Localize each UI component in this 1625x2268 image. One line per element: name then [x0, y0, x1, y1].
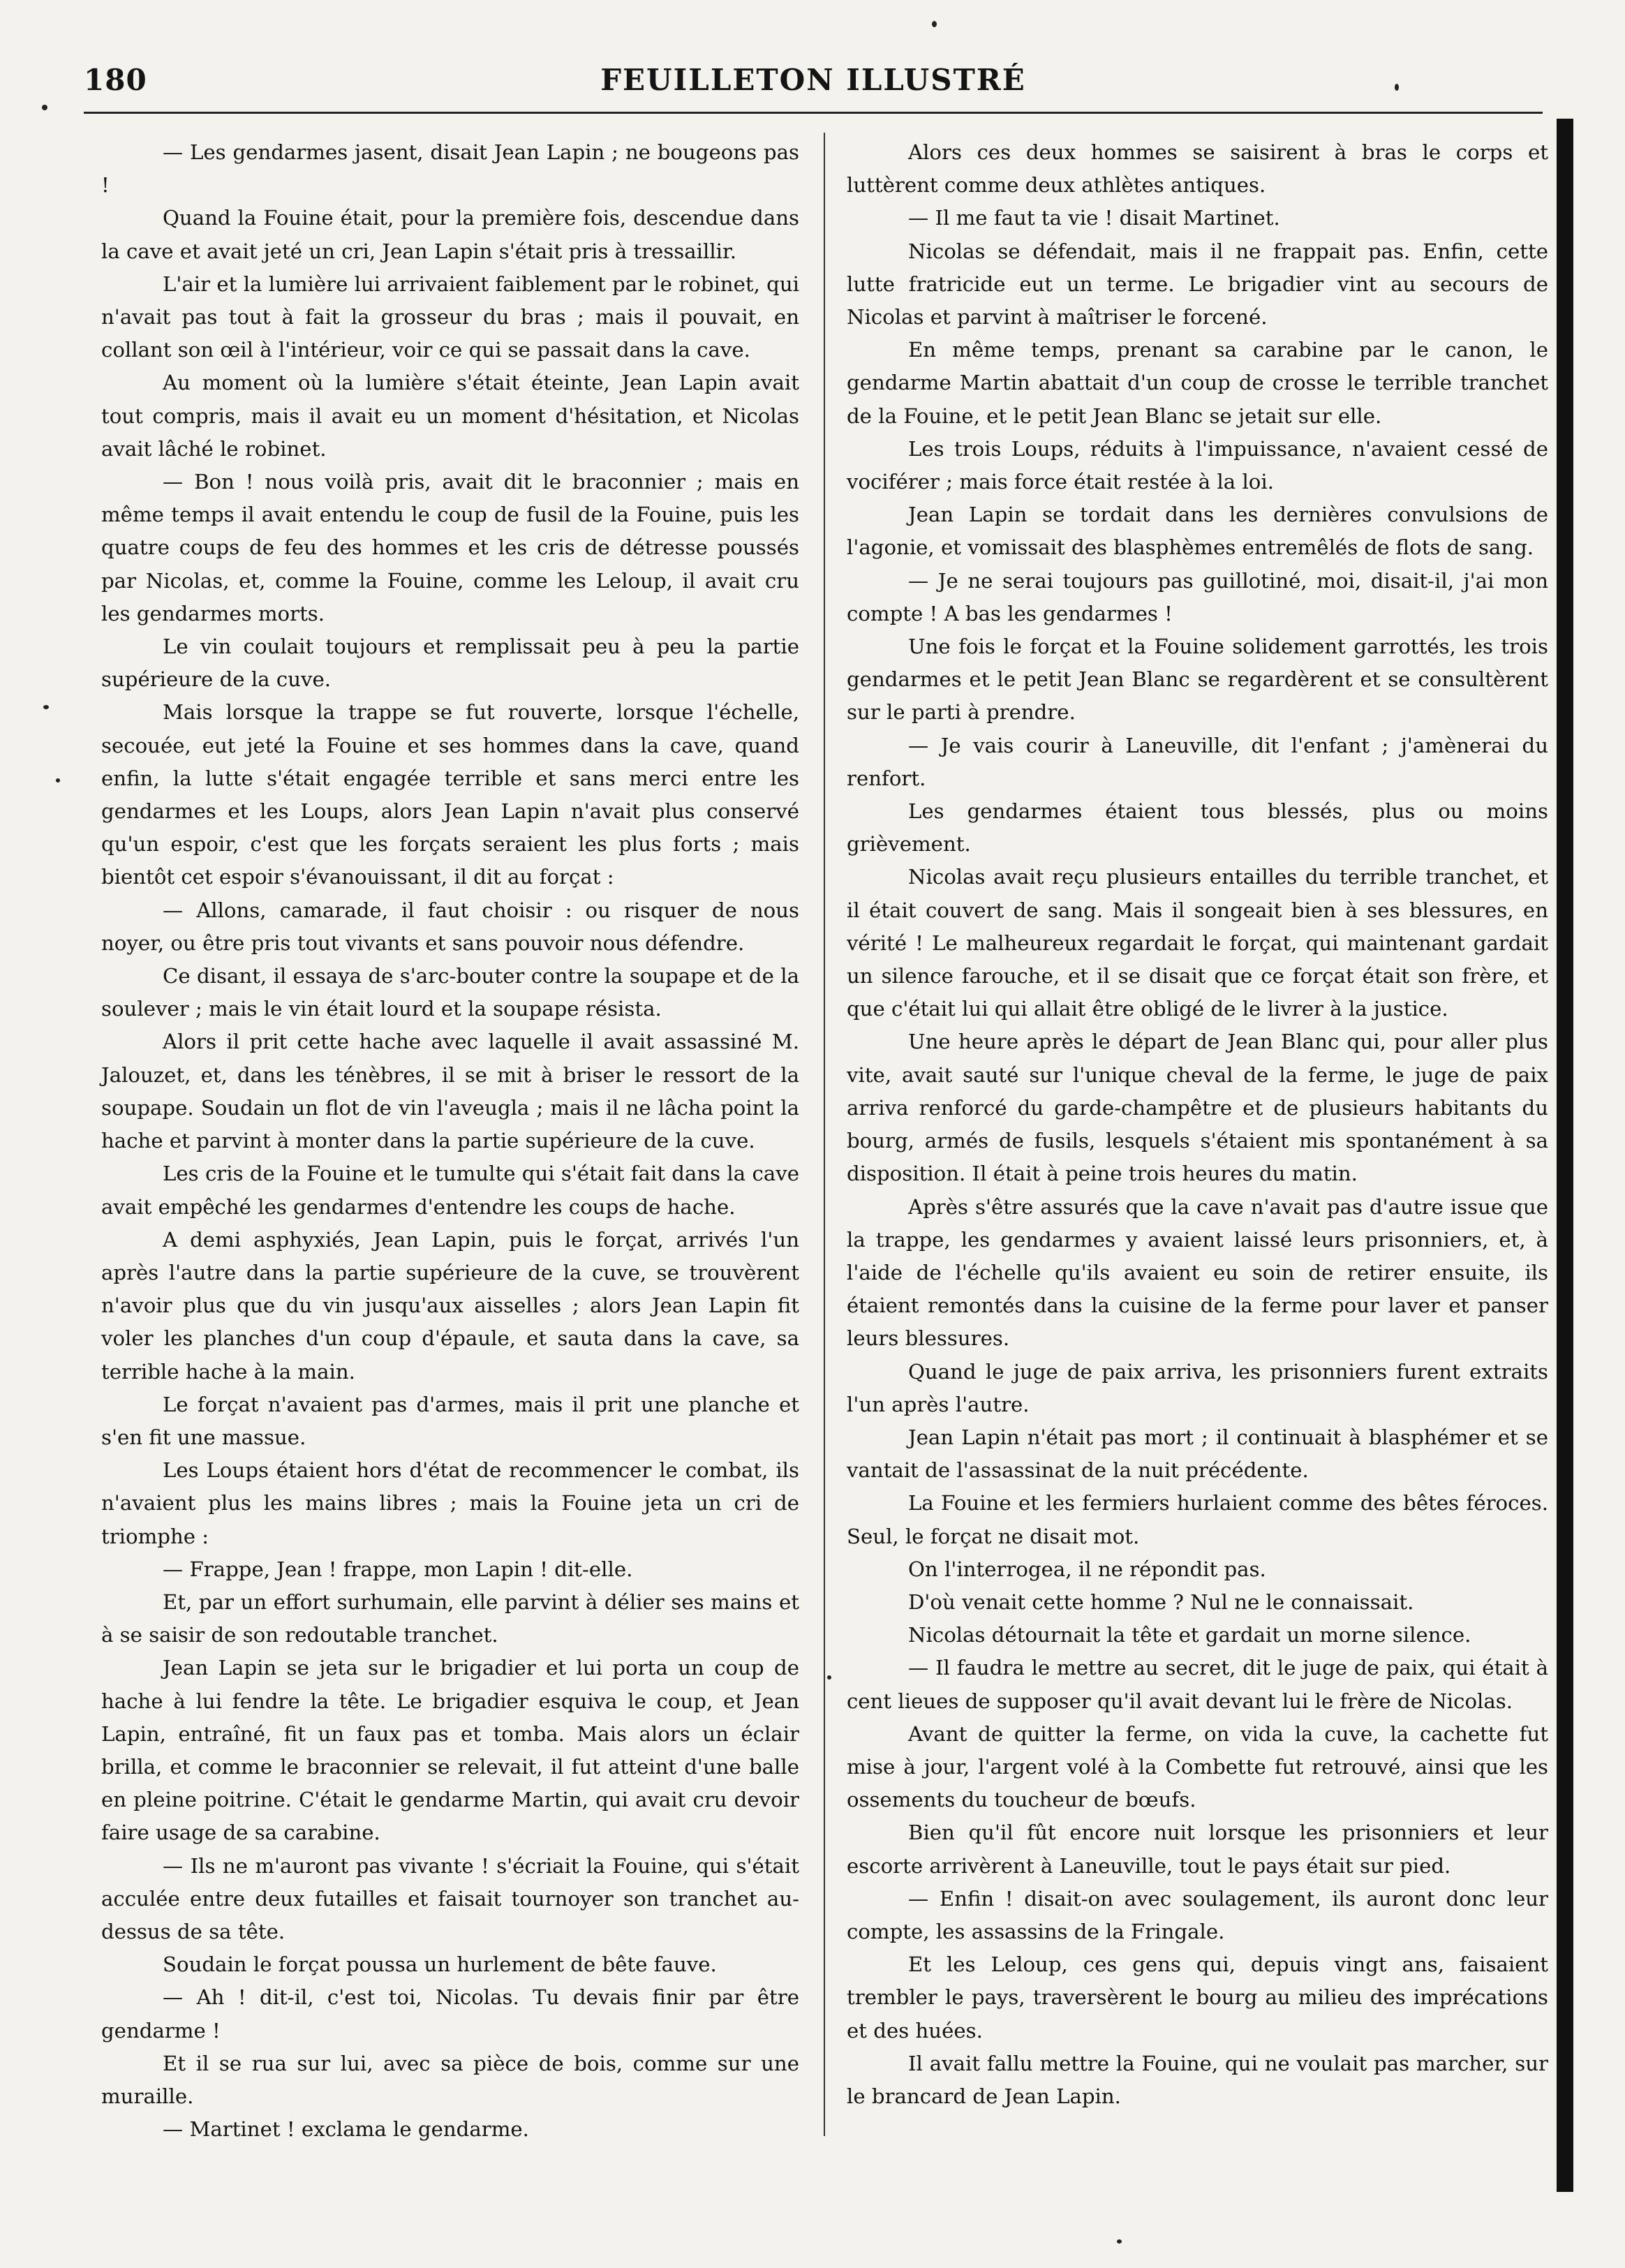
- paragraph: Quand le juge de paix arriva, les prisonniers furent extraits l'un après l'autre.: [847, 1359, 1548, 1416]
- page-number: 180: [84, 63, 147, 97]
- paragraph: Au moment où la lumière s'était éteinte, Jean Lapin avait tout compris, mais il avait eu un moment d'hésitation, et Nicolas avait lâché le robinet.: [101, 371, 799, 461]
- paragraph: Quand la Fouine était, pour la première fois, descendue dans la cave et avait jeté un cri, Jean Lapin s'était pris à tressaillir.: [101, 206, 799, 263]
- paragraph: Mais lorsque la trappe se fut rouverte, lorsque l'échelle, secouée, eut jeté la Fouine et ses hommes dans la cave, quand enfin, la lutte s'était engagée terrible et sans merci entre les gendarmes et les Loups, alors Jean Lapin n'avait plus conservé qu'un espoir, c'est que les forçats seraient les plus forts ; mais bientôt cet espoir s'évanouissant, il dit au forçat :: [101, 700, 799, 889]
- paragraph: Avant de quitter la ferme, on vida la cuve, la cachette fut mise à jour, l'argent volé à la Combette fut retrouvé, ainsi que les ossements du toucheur de bœufs.: [847, 1721, 1548, 1812]
- paragraph: Les Loups étaient hors d'état de recommencer le combat, ils n'avaient plus les mains libres ; mais la Fouine jeta un cri de triomphe :: [101, 1458, 799, 1548]
- paragraph: Et, par un effort surhumain, elle parvint à délier ses mains et à se saisir de son redoutable tranchet.: [101, 1589, 799, 1647]
- paragraph: — Les gendarmes jasent, disait Jean Lapin ; ne bougeons pas !: [101, 140, 799, 198]
- paragraph: En même temps, prenant sa carabine par le canon, le gendarme Martin abattait d'un coup de crosse le terrible tranchet de la Fouine, et le petit Jean Blanc se jetait sur elle.: [847, 338, 1548, 428]
- paragraph: Et les Leloup, ces gens qui, depuis vingt ans, faisaient trembler le pays, traversèrent le bourg au milieu des imprécations et des huées.: [847, 1952, 1548, 2043]
- paragraph: Il avait fallu mettre la Fouine, qui ne voulait pas marcher, sur le brancard de Jean Lapin.: [847, 2051, 1548, 2108]
- paragraph: Les trois Loups, réduits à l'impuissance, n'avaient cessé de vociférer ; mais force était restée à la loi.: [847, 436, 1548, 494]
- paragraph: — Je ne serai toujours pas guillotiné, moi, disait-il, j'ai mon compte ! A bas les gendarmes !: [847, 568, 1548, 625]
- paragraph: Une heure après le départ de Jean Blanc qui, pour aller plus vite, avait sauté sur l'unique cheval de la ferme, le juge de paix arriva renforcé du garde-champêtre et de plusieurs habitants du bourg, armés de fusils, lesquels s'étaient mis spontanément à sa disposition. Il était à peine trois heures du matin.: [847, 1030, 1548, 1186]
- paragraph: Nicolas détournait la tête et gardait un morne silence.: [908, 1623, 1471, 1647]
- scan-speck: [1395, 84, 1399, 91]
- paragraph: — Bon ! nous voilà pris, avait dit le braconnier ; mais en même temps il avait entendu le coup de fusil de la Fouine, puis les quatre coups de feu des hommes et les cris de détresse poussés par Nicolas, et, comme la Fouine, comme les Leloup, il avait cru les gendarmes morts.: [101, 470, 799, 625]
- paragraph: Alors il prit cette hache avec laquelle il avait assassiné M. Jalouzet, et, dans les ténèbres, il se mit à briser le ressort de la soupape. Soudain un flot de vin l'aveugla ; mais il ne lâcha point la hache et parvint à monter dans la partie supérieure de la cuve.: [101, 1030, 799, 1153]
- paragraph: Et il se rua sur lui, avec sa pièce de bois, comme sur une muraille.: [101, 2051, 799, 2108]
- scan-speck: [1117, 2239, 1122, 2244]
- paragraph: Soudain le forçat poussa un hurlement de bête fauve.: [163, 1952, 717, 1977]
- paragraph: — Ah ! dit-il, c'est toi, Nicolas. Tu devais finir par être gendarme !: [101, 1985, 799, 2043]
- paragraph: Nicolas se défendait, mais il ne frappait pas. Enfin, cette lutte fratricide eut un terme. Le brigadier vint au secours de Nicolas et parvint à maîtriser le forcené.: [847, 239, 1548, 329]
- paragraph: — Allons, camarade, il faut choisir : ou risquer de nous noyer, ou être pris tout vivants et sans pouvoir nous défendre.: [101, 898, 799, 955]
- paragraph: Ce disant, il essaya de s'arc-bouter contre la soupape et de la soulever ; mais le vin était lourd et la soupape résista.: [101, 964, 799, 1021]
- paragraph: La Fouine et les fermiers hurlaient comme des bêtes féroces. Seul, le forçat ne disait mot.: [847, 1491, 1548, 1548]
- paragraph: Bien qu'il fût encore nuit lorsque les prisonniers et leur escorte arrivèrent à Laneuville, tout le pays était sur pied.: [847, 1821, 1548, 1878]
- scan-speck: [932, 21, 937, 27]
- right-column: [847, 136, 1548, 2113]
- scan-speck: [56, 778, 60, 783]
- paragraph: — Il me faut ta vie ! disait Martinet.: [908, 206, 1280, 230]
- paragraph: Les cris de la Fouine et le tumulte qui s'était fait dans la cave avait empêché les gendarmes d'entendre les coups de hache.: [101, 1162, 799, 1219]
- paragraph: Alors ces deux hommes se saisirent à bras le corps et luttèrent comme deux athlètes antiques.: [847, 140, 1548, 198]
- scan-speck: [43, 705, 49, 709]
- paragraph: Le vin coulait toujours et remplissait peu à peu la partie supérieure de la cuve.: [101, 635, 799, 692]
- paragraph: — Il faudra le mettre au secret, dit le juge de paix, qui était à cent lieues de supposer qu'il avait devant lui le frère de Nicolas.: [847, 1656, 1548, 1713]
- paragraph: — Martinet ! exclama le gendarme.: [163, 2117, 529, 2142]
- paragraph: Jean Lapin se tordait dans les dernières convulsions de l'agonie, et vomissait des blasphèmes entremêlés de flots de sang.: [847, 503, 1548, 560]
- paragraph: On l'interrogea, il ne répondit pas.: [908, 1557, 1266, 1581]
- paragraph: Après s'être assurés que la cave n'avait pas d'autre issue que la trappe, les gendarmes y avaient laissé leurs prisonniers, et, à l'aide de l'échelle qu'ils avaient eu soin de retirer ensuite, ils étaient remontés dans la cuisine de la ferme pour laver et panser leurs blessures.: [847, 1194, 1548, 1351]
- paragraph: L'air et la lumière lui arrivaient faiblement par le robinet, qui n'avait pas tout à fait la grosseur du bras ; mais il pouvait, en collant son œil à l'intérieur, voir ce qui se passait dans la cave.: [101, 272, 799, 362]
- paragraph: Nicolas avait reçu plusieurs entailles du terrible tranchet, et il était couvert de sang. Mais il songeait bien à ses blessures, en vérité ! Le malheureux regardait le forçat, qui maintenant gardait un silence farouche, et il se disait que ce forçat était son frère, et que c'était lui qui allait être obligé de le livrer à la justice.: [847, 865, 1548, 1021]
- paragraph: — Je vais courir à Laneuville, dit l'enfant ; j'amènerai du renfort.: [847, 733, 1548, 790]
- left-column: [101, 136, 799, 2146]
- header-rule: [84, 112, 1543, 114]
- paragraph: — Frappe, Jean ! frappe, mon Lapin ! dit-elle.: [163, 1557, 633, 1581]
- paragraph: A demi asphyxiés, Jean Lapin, puis le forçat, arrivés l'un après l'autre dans la partie supérieure de la cuve, se trouvèrent n'avoir plus que du vin jusqu'aux aisselles ; alors Jean Lapin fit voler les planches d'un coup d'épaule, et sauta dans la cave, sa terrible hache à la main.: [101, 1227, 799, 1384]
- column-divider: [824, 133, 825, 2136]
- paragraph: Le forçat n'avaient pas d'armes, mais il prit une planche et s'en fit une massue.: [101, 1392, 799, 1449]
- paragraph: Les gendarmes étaient tous blessés, plus ou moins grièvement.: [847, 799, 1548, 857]
- scan-speck: [827, 1675, 831, 1680]
- paragraph: Jean Lapin n'était pas mort ; il continuait à blasphémer et se vantait de l'assassinat de la nuit précédente.: [847, 1425, 1548, 1483]
- paragraph: — Enfin ! disait-on avec soulagement, ils auront donc leur compte, les assassins de la Fringale.: [847, 1886, 1548, 1943]
- scan-edge-shadow: [1557, 119, 1573, 2192]
- scan-speck: [42, 105, 47, 110]
- page-header: [84, 63, 1543, 105]
- paragraph: Une fois le forçat et la Fouine solidement garrottés, les trois gendarmes et le petit Jean Blanc se regardèrent et se consultèrent sur le parti à prendre.: [847, 635, 1548, 725]
- running-title: FEUILLETON ILLUSTRÉ: [600, 63, 1026, 97]
- paragraph: — Ils ne m'auront pas vivante ! s'écriait la Fouine, qui s'était acculée entre deux futailles et faisait tournoyer son tranchet au-dessus de sa tête.: [101, 1853, 799, 1943]
- paragraph: Jean Lapin se jeta sur le brigadier et lui porta un coup de hache à lui fendre la tête. Le brigadier esquiva le coup, et Jean Lapin, entraîné, fit un faux pas et tomba. Mais alors un éclair brilla, et comme le braconnier se relevait, il fut atteint d'une balle en pleine poitrine. C'était le gendarme Martin, qui avait cru devoir faire usage de sa carabine.: [101, 1656, 799, 1845]
- paragraph: D'où venait cette homme ? Nul ne le connaissait.: [908, 1589, 1414, 1614]
